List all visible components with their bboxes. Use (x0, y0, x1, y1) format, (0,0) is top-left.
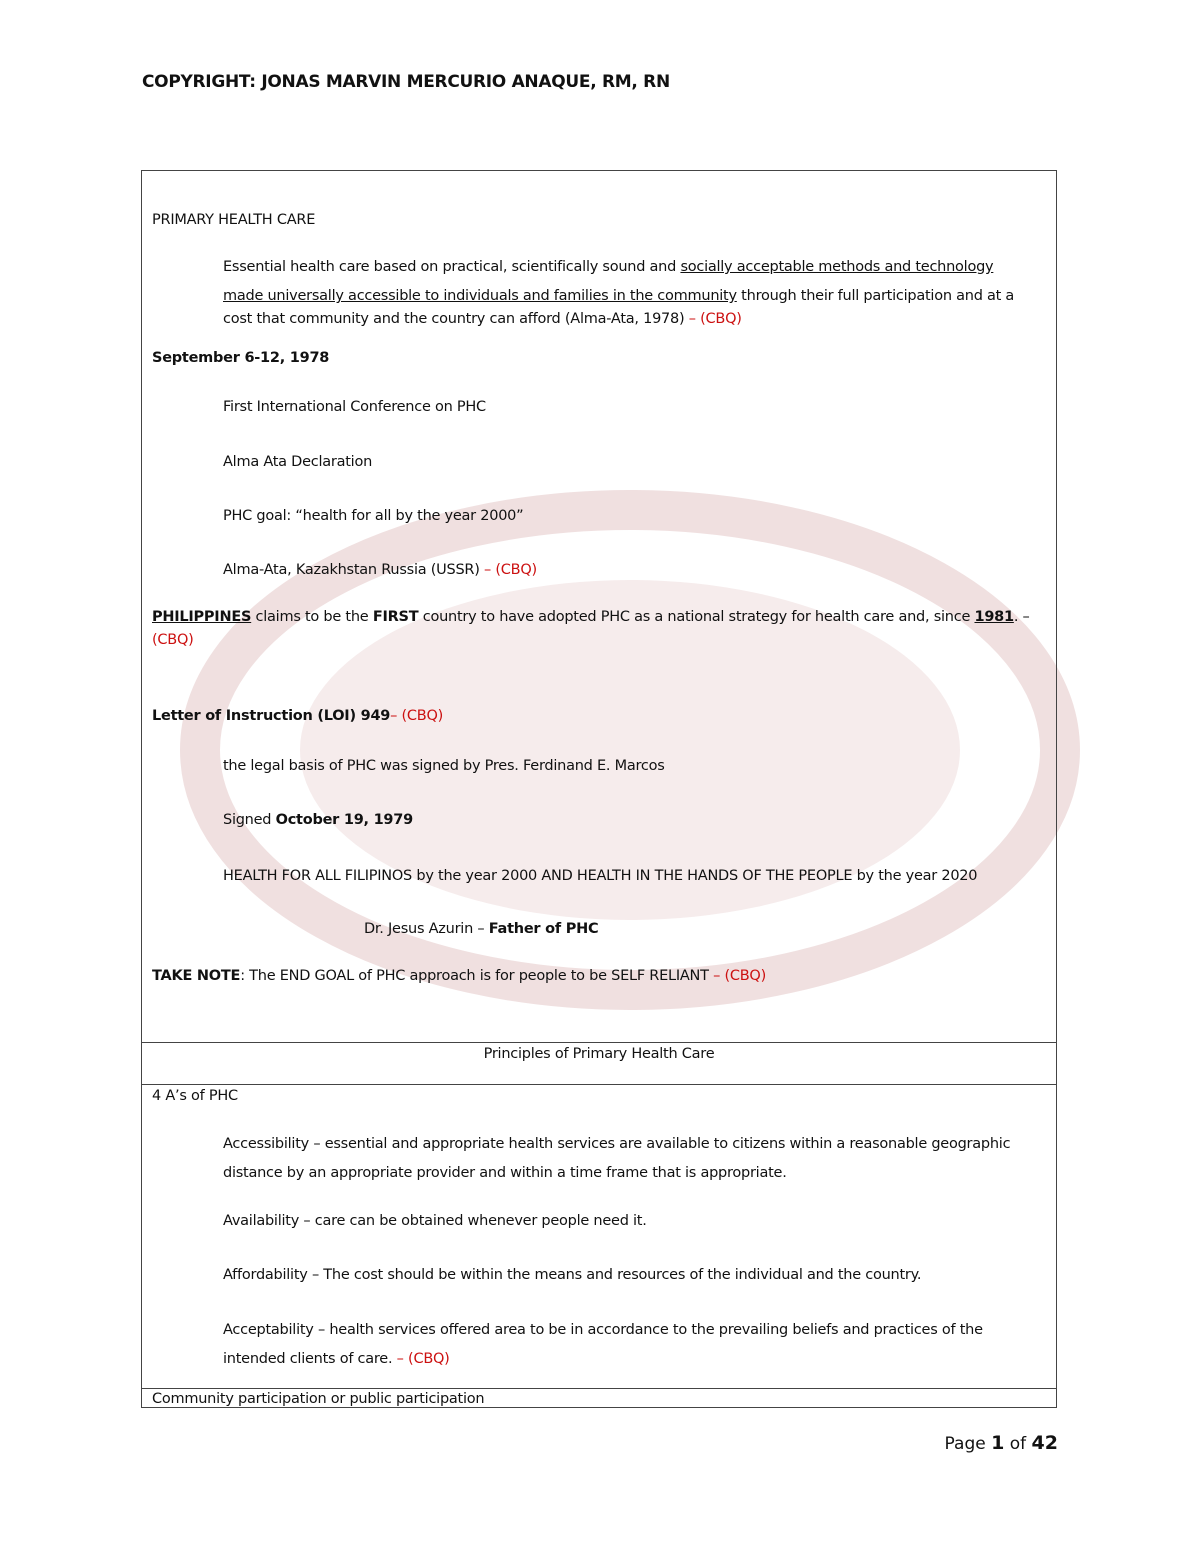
definition-line-2: made universally accessible to individuals and families in the community through their full participation and at a (223, 288, 1015, 304)
four-as-heading: 4 A’s of PHC (152, 1088, 238, 1104)
availability: Availability – care can be obtained whenever people need it. (223, 1213, 647, 1229)
acceptability-line-2: intended clients of care. – (CBQ) (223, 1351, 450, 1367)
cbq-tag: (CBQ) (152, 632, 194, 648)
page-number: Page 1 of 42 (944, 1432, 1058, 1454)
list-item: Alma-Ata, Kazakhstan Russia (USSR) – (CBQ) (223, 562, 537, 578)
table-divider (141, 1042, 1057, 1043)
list-item: Signed October 19, 1979 (223, 812, 413, 828)
principles-title: Principles of Primary Health Care (483, 1046, 715, 1062)
accessibility-line-1: Accessibility – essential and appropriate health services are available to citizens within a reasonable geographic (223, 1136, 1011, 1152)
table-divider (141, 1084, 1057, 1085)
take-note: TAKE NOTE: The END GOAL of PHC approach is for people to be SELF RELIANT – (CBQ) (152, 968, 767, 984)
acceptability-line-1: Acceptability – health services offered area to be in accordance to the prevailing beliefs and practices of the (223, 1322, 983, 1338)
loi-heading: Letter of Instruction (LOI) 949– (CBQ) (152, 708, 444, 724)
community-participation: Community participation or public participation (152, 1391, 485, 1407)
definition-line-3: cost that community and the country can afford (Alma-Ata, 1978) – (CBQ) (223, 311, 742, 327)
list-item: HEALTH FOR ALL FILIPINOS by the year 2000 AND HEALTH IN THE HANDS OF THE PEOPLE by the year 2020 (223, 868, 978, 884)
affordability: Affordability – The cost should be within the means and resources of the individual and the country. (223, 1267, 922, 1283)
accessibility-line-2: distance by an appropriate provider and within a time frame that is appropriate. (223, 1165, 787, 1181)
list-item: the legal basis of PHC was signed by Pres. Ferdinand E. Marcos (223, 758, 665, 774)
table-divider (141, 1388, 1057, 1389)
definition-line-1: Essential health care based on practical, scientifically sound and socially acceptable methods and technology (223, 259, 994, 275)
list-item: PHC goal: “health for all by the year 2000” (223, 508, 524, 524)
section-title: PRIMARY HEALTH CARE (152, 212, 316, 228)
copyright-header: COPYRIGHT: JONAS MARVIN MERCURIO ANAQUE, RM, RN (142, 72, 670, 92)
list-item: Alma Ata Declaration (223, 454, 373, 470)
father-of-phc: Dr. Jesus Azurin – Father of PHC (364, 921, 599, 937)
list-item: First International Conference on PHC (223, 399, 486, 415)
conference-date: September 6-12, 1978 (152, 350, 330, 366)
philippines-note: PHILIPPINES claims to be the FIRST country to have adopted PHC as a national strategy for health care and, since 1981. – (152, 609, 1030, 625)
